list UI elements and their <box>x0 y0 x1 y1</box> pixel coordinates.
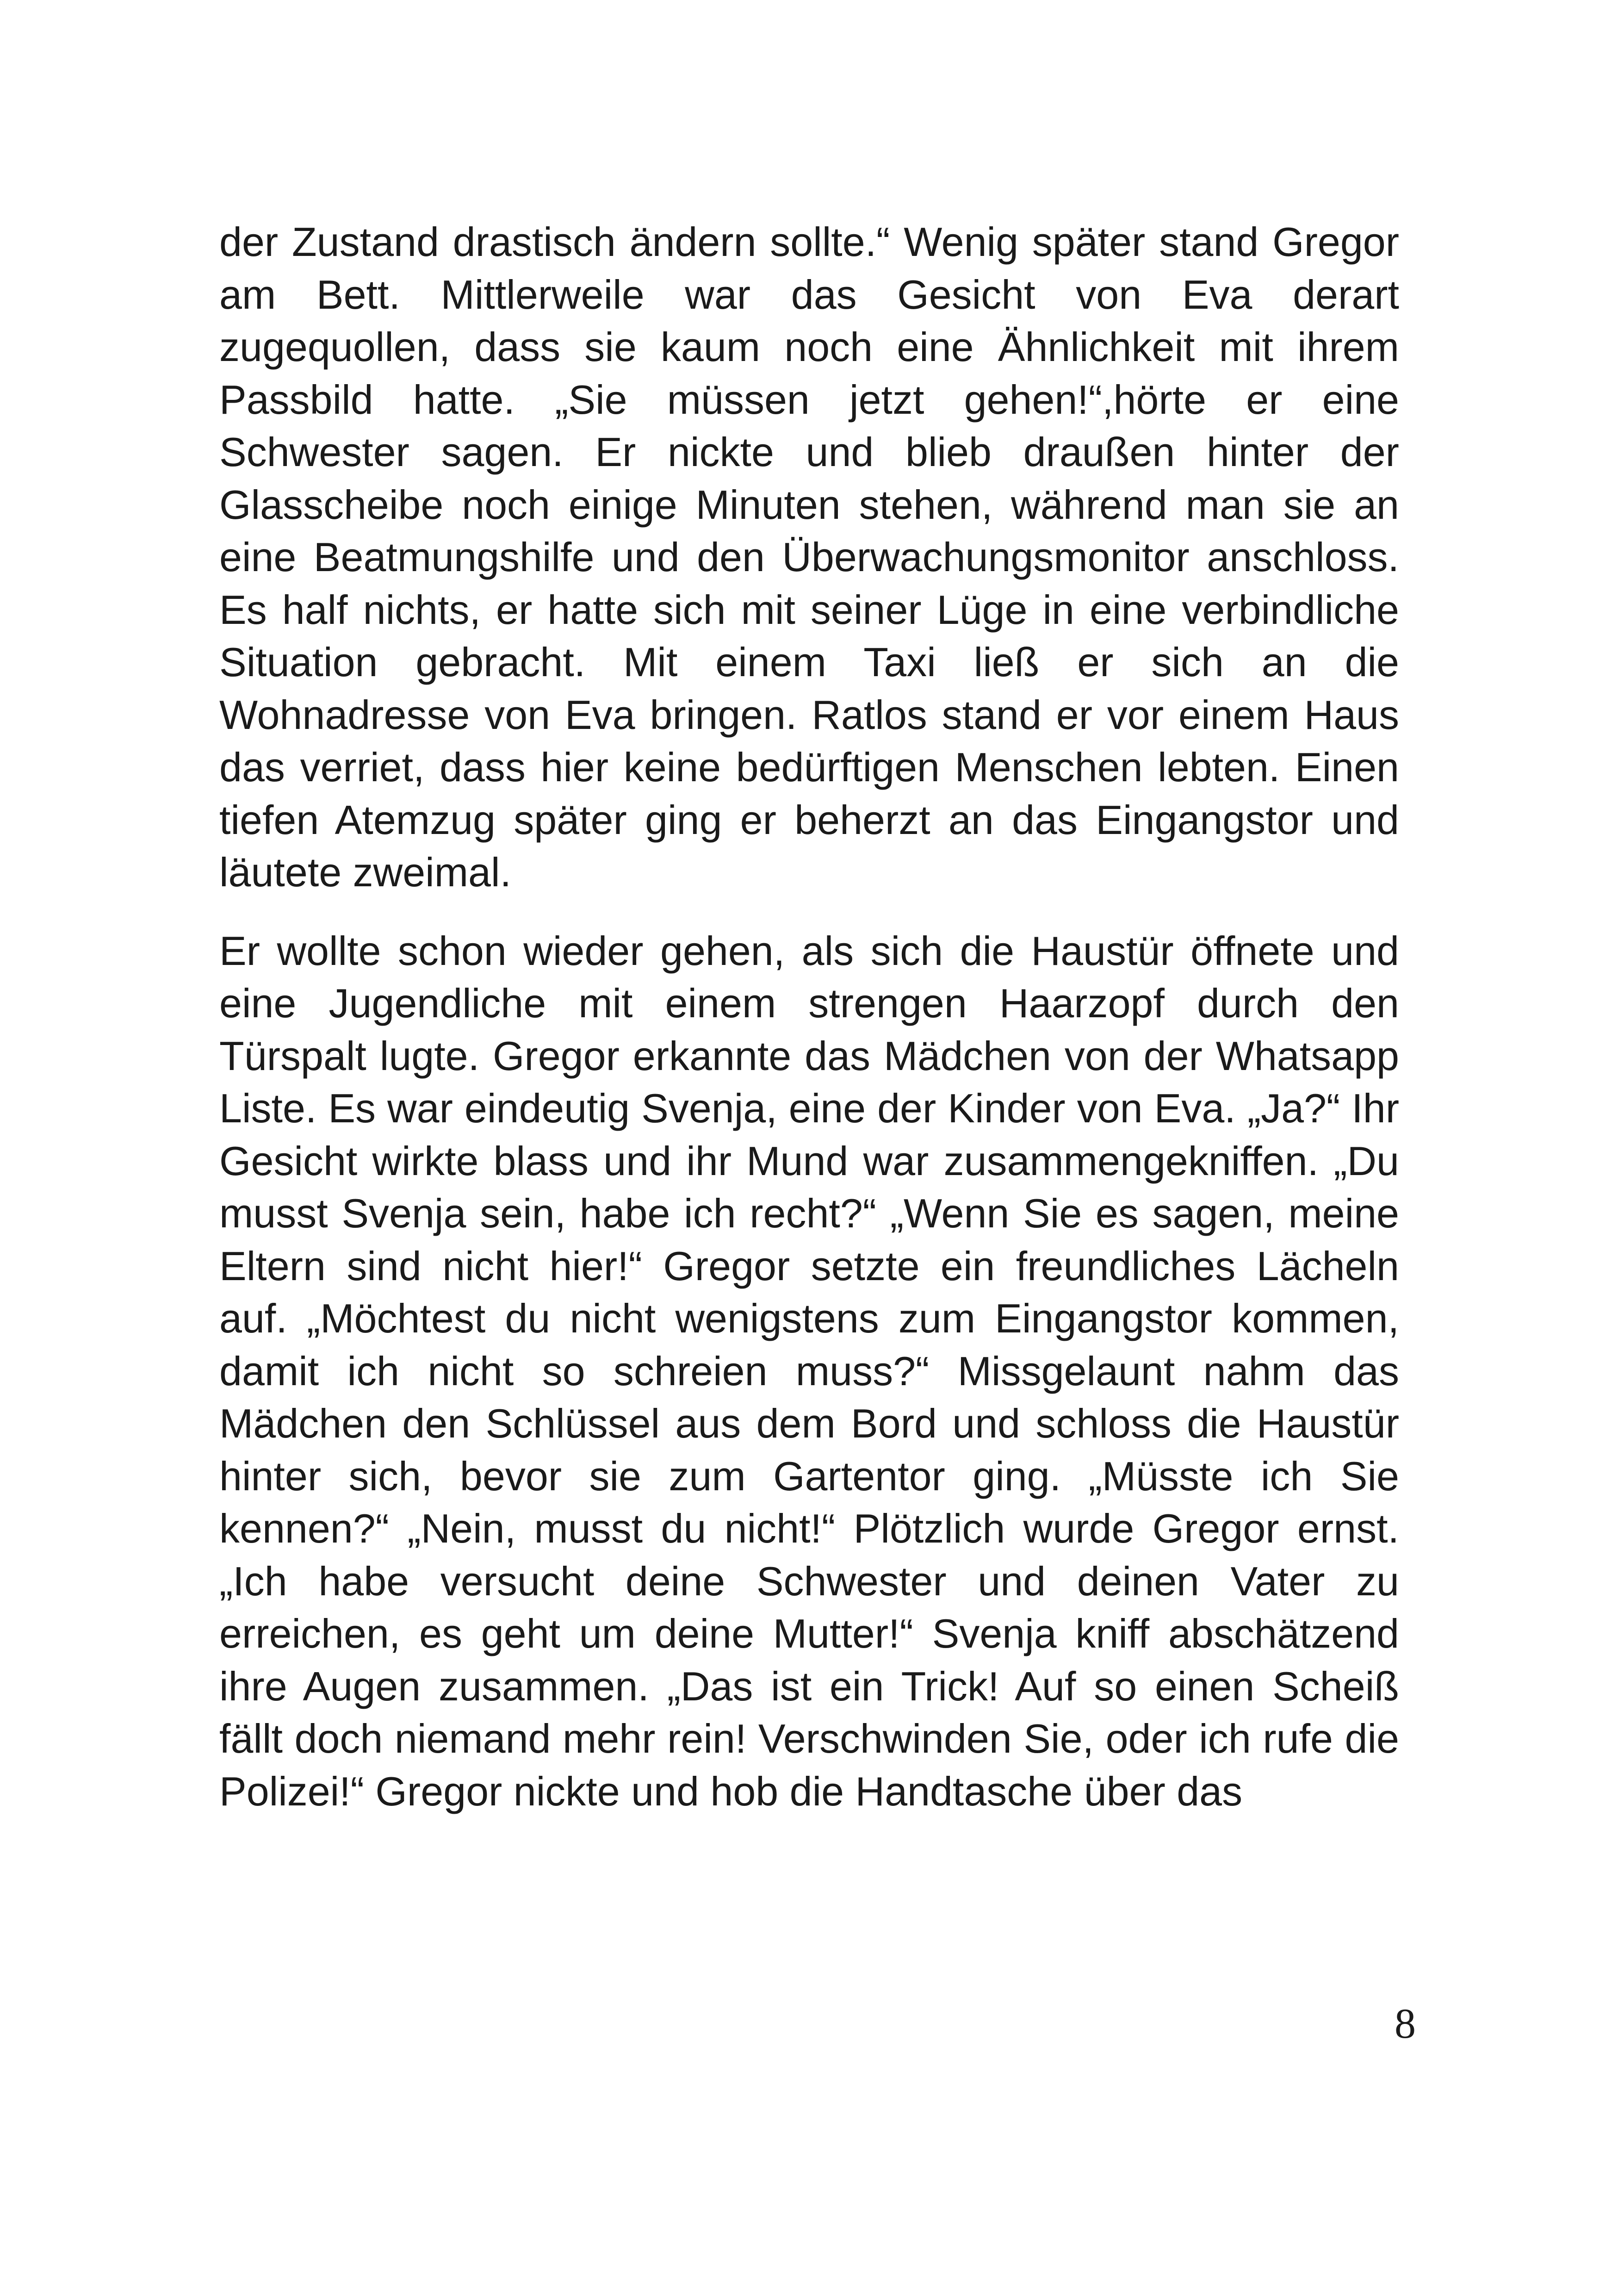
paragraph-1: der Zustand drastisch ändern sollte.“ Wenig später stand Gregor am Bett. Mittlerweile war das Gesicht von Eva derart zugequollen, dass sie kaum noch eine Ähnlichkeit mit ihrem Passbild hatte. „Sie müssen jetzt gehen!“,hörte er eine Schwester sagen. Er nickte und blieb draußen hinter der Glasscheibe noch einige Minuten stehen, während man sie an eine Beatmungshilfe und den Überwachungsmonitor anschloss. Es half nichts, er hatte sich mit seiner Lüge in eine verbindliche Situation gebracht. Mit einem Taxi ließ er sich an die Wohnadresse von Eva bringen. Ratlos stand er vor einem Haus das verriet, dass hier keine bedürftigen Menschen lebten. Einen tiefen Atemzug später ging er beherzt an das Eingangstor und läutete zweimal. <box>219 219 1399 895</box>
paragraph-2: Er wollte schon wieder gehen, als sich die Haustür öffnete und eine Jugendliche mit einem strengen Haarzopf durch den Türspalt lugte. Gregor erkannte das Mädchen von der Whatsapp Liste. Es war eindeutig Svenja, eine der Kinder von Eva. „Ja?“ Ihr Gesicht wirkte blass und ihr Mund war zusammengekniffen. „Du musst Svenja sein, habe ich recht?“ „Wenn Sie es sagen, meine Eltern sind nicht hier!“ Gregor setzte ein freundliches Lächeln auf. „Möchtest du nicht wenigstens zum Eingangstor kommen, damit ich nicht so schreien muss?“ Missgelaunt nahm das Mädchen den Schlüssel aus dem Bord und schloss die Haustür hinter sich, bevor sie zum Gartentor ging. „Müsste ich Sie kennen?“ „Nein, musst du nicht!“ Plötzlich wurde Gregor ernst. „Ich habe versucht deine Schwester und deinen Vater zu erreichen, es geht um deine Mutter!“ Svenja kniff abschätzend ihre Augen zusammen. „Das ist ein Trick! Auf so einen Scheiß fällt doch niemand mehr rein! Verschwinden Sie, oder ich rufe die Polizei!“ Gregor nickte und hob die Handtasche über das <box>219 927 1399 1814</box>
body-text <box>219 216 1399 1817</box>
page-number: 8 <box>1395 2000 1416 2047</box>
